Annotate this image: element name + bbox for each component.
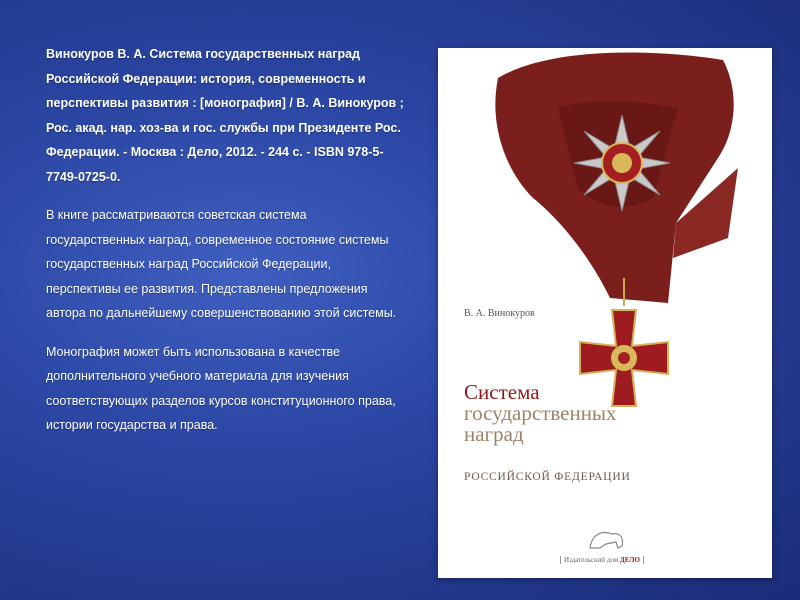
publisher-lion-logo (590, 533, 623, 548)
book-cover (438, 48, 772, 578)
cover-title-line3: наград (464, 422, 524, 446)
text-column (46, 42, 406, 448)
cover-title-line1: Система (464, 380, 540, 404)
usage-note: Монография может быть использована в качестве дополнительного учебного материала для изучения соответствующих разделов курсов конституционного права, истории государства и права. (46, 344, 396, 432)
cover-title-line2: государственных (464, 401, 617, 425)
bibliographic-citation: Винокуров В. А. Система государственных наград Российской Федерации: история, современность и перспективы развития : [монография] / В. А. Винокуров ; Рос. акад. нар. хоз-ва и гос. службы при Президенте Рос. Федерации. - Москва : Дело, 2012. - 244 с. - ISBN 978-5-7749-0725-0. (46, 47, 404, 184)
publisher-prefix: Издательский дом (564, 556, 619, 564)
publisher-name: ДЕЛО (619, 556, 640, 564)
cover-author: В. А. Винокуров (464, 308, 535, 319)
cover-publisher (560, 556, 644, 564)
cover-title (464, 382, 764, 445)
book-description: В книге рассматриваются советская система государственных наград, современное состояние системы государственных наград Российской Федерации, перспективы ее развития. Представлены предложения автора по дальнейшему совершенствованию этой системы. (46, 208, 397, 320)
cover-subtitle: РОССИЙСКОЙ ФЕДЕРАЦИИ (464, 471, 631, 483)
